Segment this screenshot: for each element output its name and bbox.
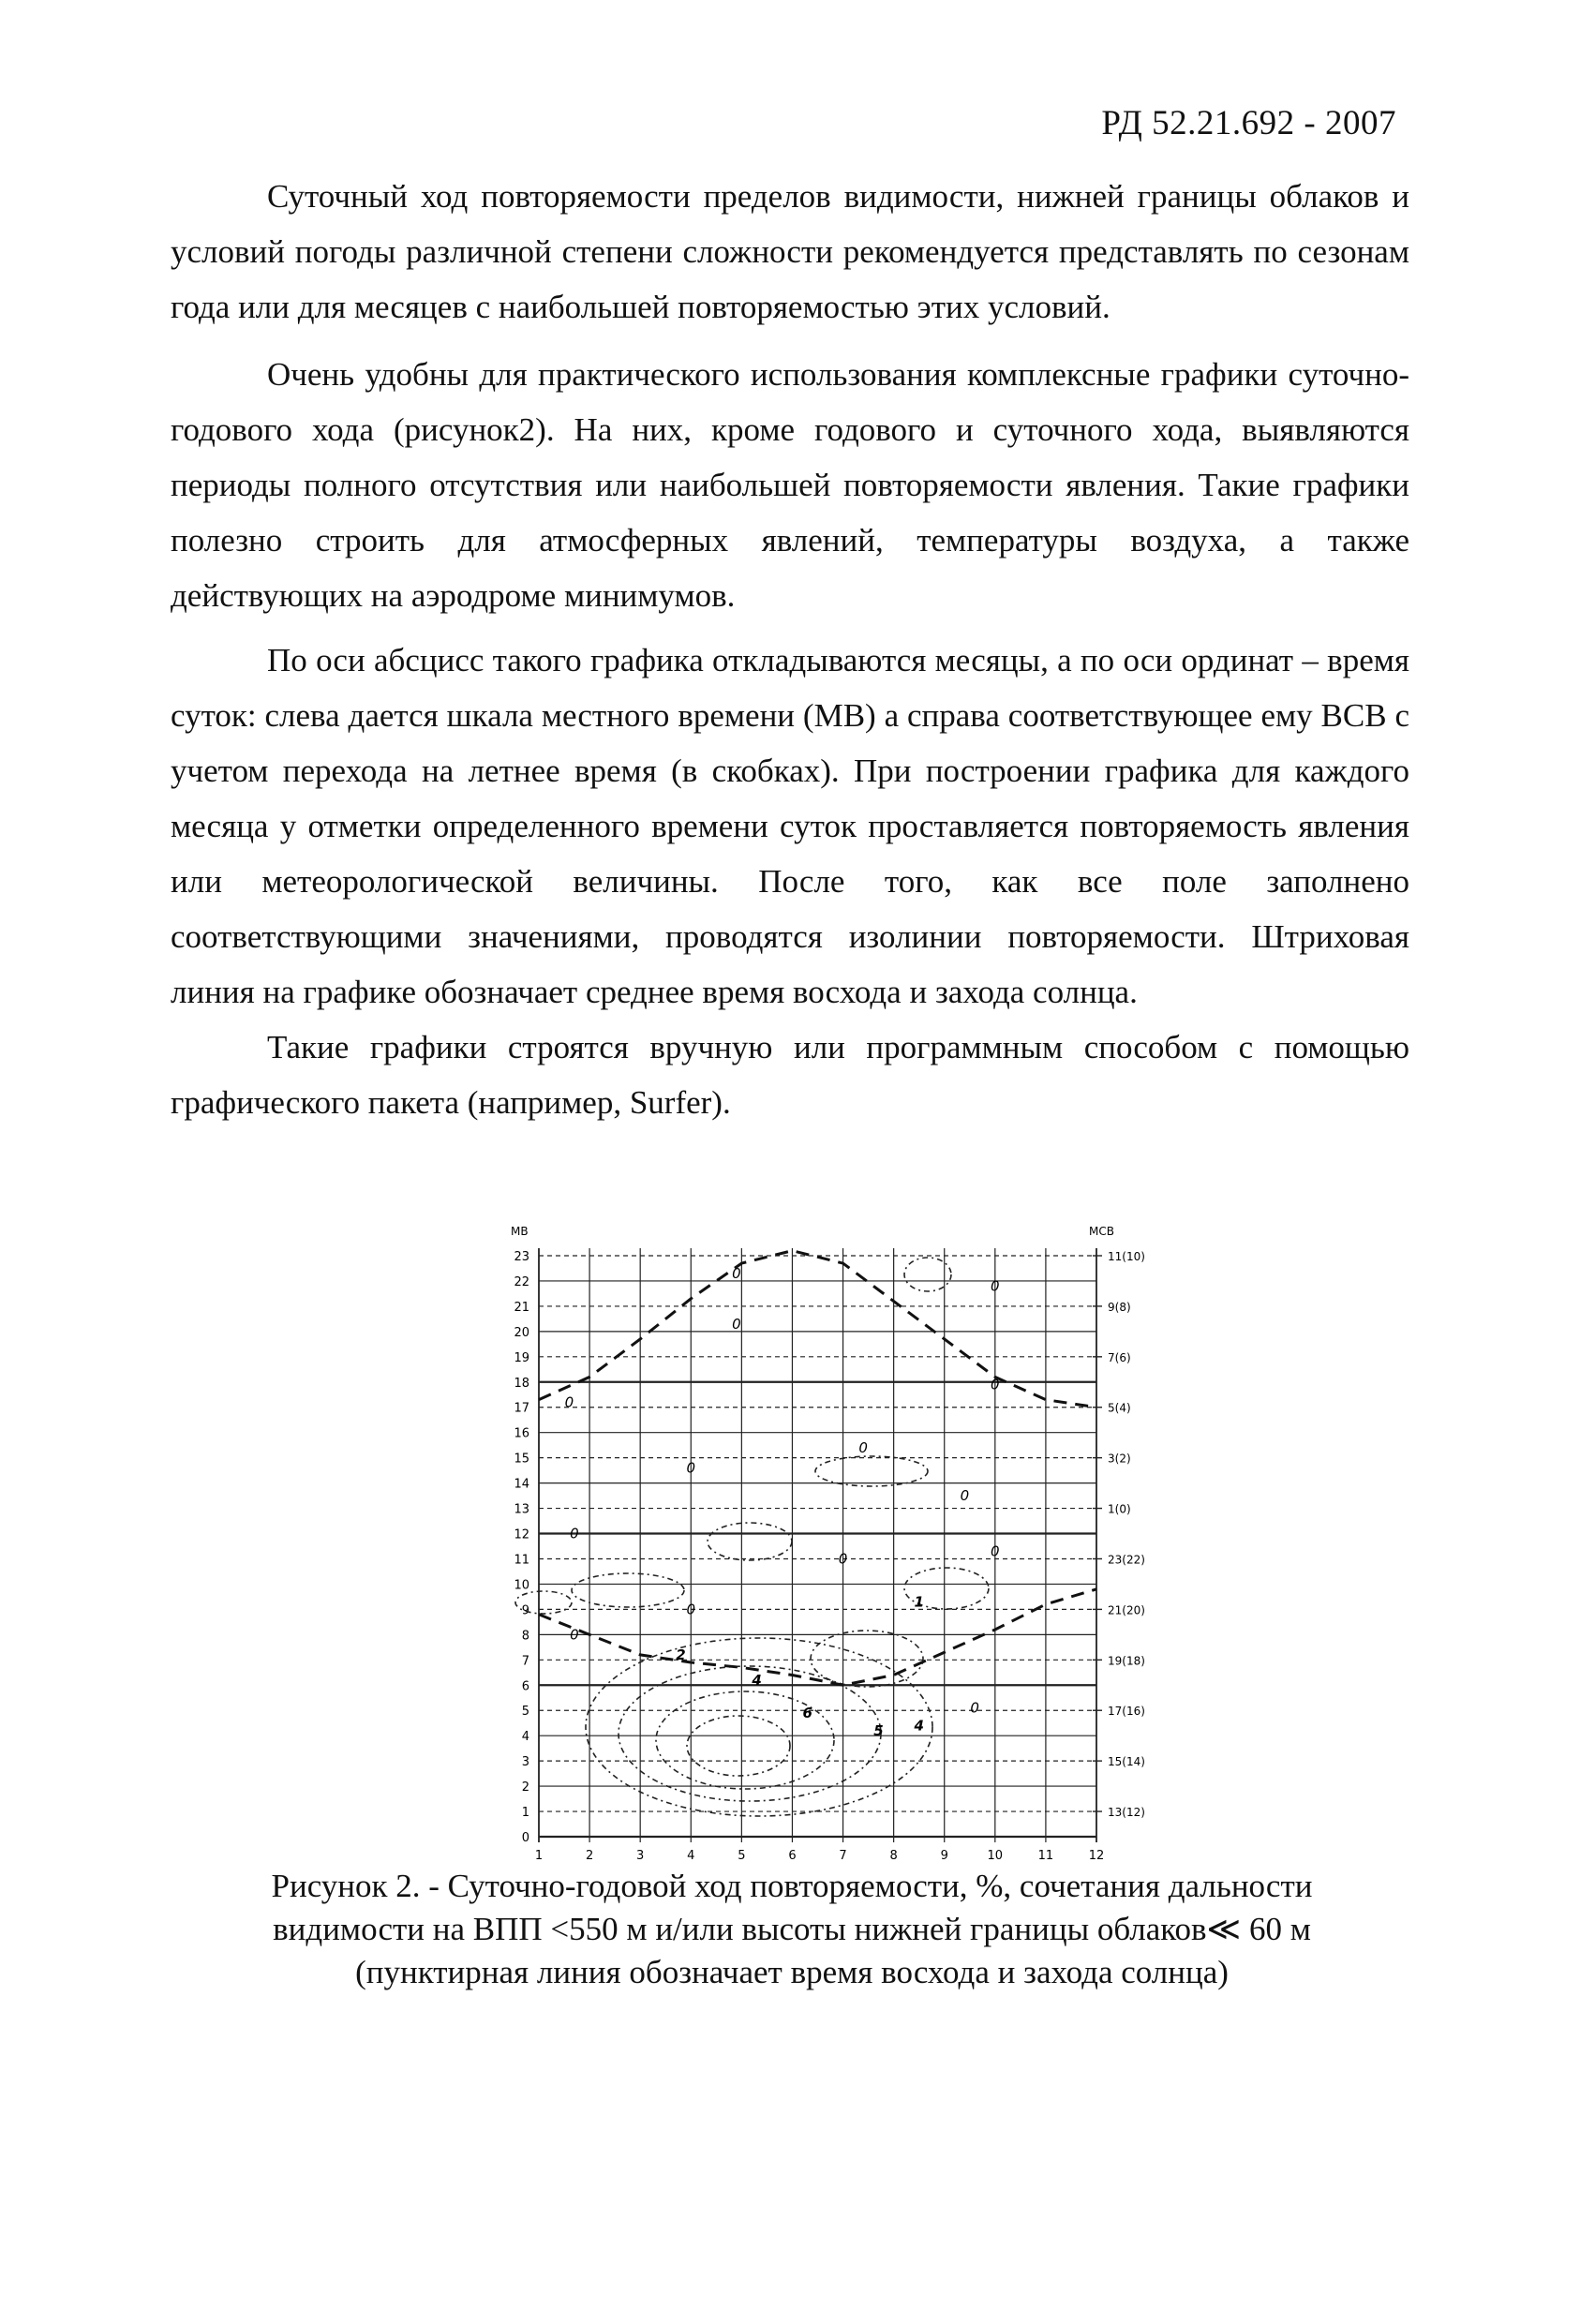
zero-mark: 0	[991, 1277, 1000, 1295]
y-tick-label-left: 5	[521, 1705, 529, 1720]
y-tick-label-left: 11	[514, 1553, 529, 1568]
y-tick-label-right: 15(14)	[1108, 1755, 1145, 1769]
contour-value-label: 4	[752, 1671, 762, 1689]
y-tick-label-left: 21	[514, 1300, 529, 1315]
caption-line-3: (пунктирная линия обозначает время восхода и захода солнца)	[355, 1954, 1229, 1990]
contour-chart	[440, 1185, 1171, 1860]
y-tick-label-left: 23	[514, 1250, 529, 1264]
y-tick-label-right: 13(12)	[1108, 1806, 1145, 1820]
y-tick-label-left: 4	[521, 1730, 529, 1745]
y-axis-title-left: МВ	[511, 1225, 529, 1238]
x-tick-label: 4	[687, 1849, 695, 1860]
zero-mark: 0	[991, 1542, 1000, 1560]
y-tick-label-left: 15	[514, 1452, 529, 1467]
paragraph-1: Суточный ход повторяемости пределов видимости, нижней границы облаков и условий погоды различной степени сложности рекомендуется представлять по сезонам года или для месяцев с наибольшей повторяемостью этих условий.	[171, 178, 1409, 325]
y-tick-label-left: 16	[514, 1426, 529, 1441]
zero-mark: 0	[960, 1487, 970, 1505]
y-tick-label-left: 17	[514, 1401, 529, 1416]
figure-caption	[197, 1865, 1387, 1994]
x-tick-label: 3	[636, 1849, 645, 1860]
x-tick-label: 8	[889, 1849, 898, 1860]
x-tick-label: 6	[788, 1849, 797, 1860]
y-tick-label-left: 22	[514, 1274, 529, 1289]
y-tick-label-right: 7(6)	[1108, 1350, 1131, 1364]
zero-mark: 0	[970, 1699, 979, 1717]
caption-line-1: Рисунок 2. - Суточно-годовой ход повторяемости, %, сочетания дальности	[271, 1868, 1313, 1904]
zero-mark: 0	[838, 1550, 848, 1568]
paragraph-4: Такие графики строятся вручную или программным способом с помощью графического пакета (например, Surfer).	[171, 1029, 1409, 1121]
zero-mark: 0	[570, 1626, 579, 1644]
x-tick-label: 10	[987, 1849, 1004, 1860]
contour-value-label: 2	[676, 1646, 686, 1663]
caption-line-2: видимости на ВПП <550 м и/или высоты нижней границы облаков≪ 60 м	[273, 1911, 1311, 1947]
sunrise-curve	[539, 1251, 1096, 1411]
x-tick-label: 2	[585, 1849, 594, 1860]
zero-mark: 0	[732, 1264, 741, 1282]
y-axis-title-right: МСВ	[1089, 1225, 1114, 1238]
zero-mark: 0	[564, 1393, 574, 1411]
isoline-4	[687, 1716, 790, 1776]
y-tick-label-left: 10	[514, 1578, 529, 1593]
contour-value-label: 4	[914, 1717, 924, 1735]
zero-mark: 0	[686, 1601, 696, 1618]
x-tick-label: 1	[534, 1849, 544, 1860]
y-tick-label-right: 23(22)	[1108, 1553, 1145, 1567]
x-tick-label: 12	[1088, 1849, 1105, 1860]
isoline-2	[619, 1666, 884, 1801]
y-tick-label-left: 13	[514, 1502, 529, 1517]
document-code: РД 52.21.692 - 2007	[1101, 104, 1396, 142]
x-tick-label: 5	[738, 1849, 746, 1860]
y-tick-label-left: 0	[521, 1831, 529, 1845]
paragraph-2: Очень удобны для практического использования комплексные графики суточно-годового хода (рисунок2). На них, кроме годового и суточного хода, выявляются периоды полного отсутствия или наибольшей повторяемости явления. Такие графики полезно строить для атмосферных явлений, температуры воздуха, а также действующих на аэродроме минимумов.	[171, 356, 1409, 614]
isoline-7	[708, 1523, 792, 1560]
zero-mark: 0	[732, 1315, 741, 1333]
x-tick-label: 7	[839, 1849, 847, 1860]
figure-2	[440, 1185, 1171, 1865]
isoline-8	[572, 1573, 684, 1607]
y-tick-label-right: 5(4)	[1108, 1401, 1131, 1415]
y-tick-label-left: 12	[514, 1527, 529, 1542]
y-tick-label-right: 21(20)	[1108, 1603, 1145, 1617]
y-tick-label-left: 18	[514, 1376, 529, 1391]
sun-curves	[539, 1251, 1096, 1686]
isoline-9	[815, 1456, 928, 1486]
y-tick-label-left: 20	[514, 1325, 529, 1340]
zero-mark: 0	[570, 1525, 579, 1542]
y-tick-label-right: 11(10)	[1108, 1250, 1145, 1263]
zero-mark: 0	[686, 1459, 696, 1477]
paragraph-3: По оси абсцисс такого графика откладываются месяцы, а по оси ординат – время суток: слева дается шкала местного времени (МВ) а справа соответствующее ему ВСВ с учетом перехода на летнее время (в скобках). При построении графика для каждого месяца у отметки определенного времени суток проставляется повторяемость явления или метеорологической величины. После того, как все поле заполнено соответствующими значениями, проводятся изолинии повторяемости. Штриховая линия на графике обозначает среднее время восхода и захода солнца.	[171, 642, 1409, 1010]
y-tick-label-left: 9	[521, 1603, 529, 1618]
y-tick-label-left: 6	[521, 1679, 529, 1694]
sunset-curve	[539, 1589, 1096, 1685]
isoline-5	[811, 1631, 923, 1687]
y-tick-label-right: 3(2)	[1108, 1452, 1131, 1466]
y-tick-label-left: 7	[521, 1654, 529, 1669]
y-tick-label-left: 2	[521, 1780, 529, 1795]
y-tick-label-left: 19	[514, 1350, 529, 1365]
contour-value-label: 6	[802, 1704, 812, 1721]
y-tick-label-right: 19(18)	[1108, 1654, 1145, 1668]
y-tick-label-right: 9(8)	[1108, 1300, 1131, 1314]
x-tick-label: 11	[1037, 1849, 1054, 1860]
y-tick-label-left: 8	[521, 1629, 529, 1644]
zero-mark: 0	[858, 1438, 868, 1456]
y-tick-label-right: 17(16)	[1108, 1705, 1145, 1719]
zero-mark: 0	[991, 1376, 1000, 1393]
contour-value-label: 5	[873, 1721, 884, 1739]
y-tick-label-left: 14	[514, 1477, 529, 1492]
y-tick-label-right: 1(0)	[1108, 1502, 1131, 1516]
contour-value-label: 1	[914, 1593, 924, 1611]
chart-grid	[511, 1225, 1145, 1860]
y-tick-label-left: 3	[521, 1755, 529, 1770]
y-tick-label-left: 1	[521, 1806, 529, 1821]
x-tick-label: 9	[940, 1849, 948, 1860]
